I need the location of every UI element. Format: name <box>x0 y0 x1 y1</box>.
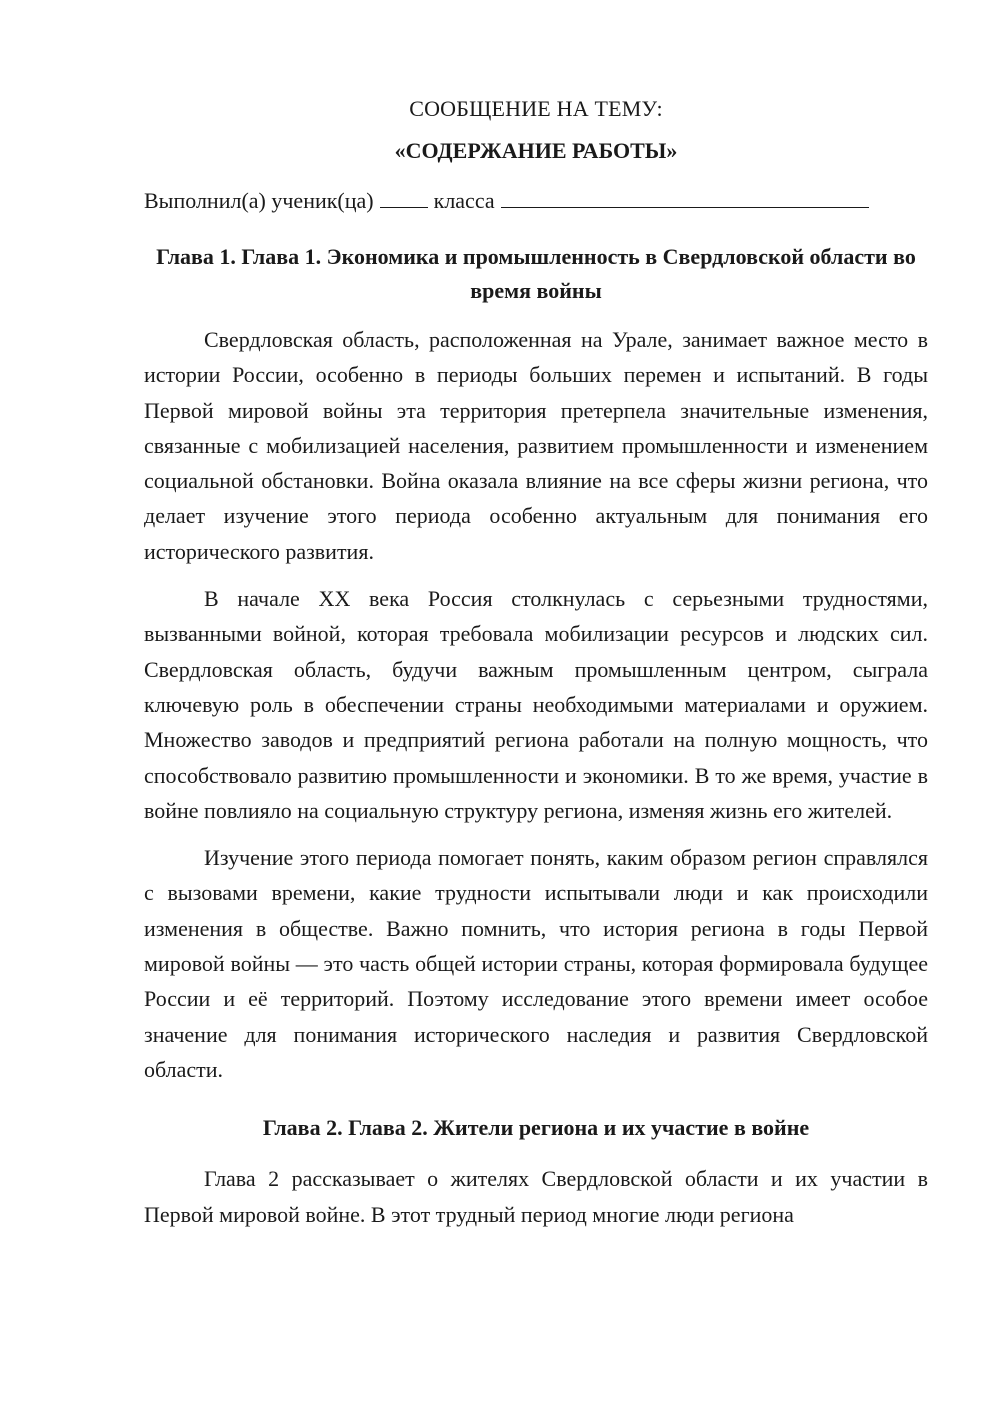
class-blank-field <box>380 185 428 208</box>
chapter-1-paragraph: Изучение этого периода помогает понять, каким образом регион справлялся с вызовами времени, какие трудности испытывали люди и как происходили изменения в обществе. Важно помнить, что история региона в годы Первой мировой войны — это часть общей истории страны, которая формировала будущее России и её территорий. Поэтому исследование этого времени имеет особое значение для понимания исторического наследия и развития Свердловской области. <box>144 845 928 1082</box>
chapter-1-paragraph: В начале XX века Россия столкнулась с серьезными трудностями, вызванными войной, которая требовала мобилизации ресурсов и людских сил. Свердловская область, будучи важным промышленным центром, сыграла ключевую роль в обеспечении страны необходимыми материалами и оружием. Множество заводов и предприятий региона работали на полную мощность, что способствовало развитию промышленности и экономики. В то же время, участие в войне повлияло на социальную структуру региона, изменяя жизнь его жителей. <box>144 586 928 823</box>
chapter-2-paragraph: Глава 2 рассказывает о жителях Свердловской области и их участии в Первой мировой войне. В этот трудный период многие люди региона <box>144 1166 928 1227</box>
document-title: СООБЩЕНИЕ НА ТЕМУ: <box>409 96 663 121</box>
class-label: класса <box>433 188 495 213</box>
chapter-1-heading: Глава 1. Глава 1. Экономика и промышленность в Свердловской области во время войны <box>156 244 916 303</box>
chapter-1-paragraph: Свердловская область, расположенная на Урале, занимает важное место в истории России, особенно в периоды больших перемен и испытаний. В годы Первой мировой войны эта территория претерпела значительные изменения, связанные с мобилизацией населения, развитием промышленности и изменением социальной обстановки. Война оказала влияние на все сферы жизни региона, что делает изучение этого периода особенно актуальным для понимания его исторического развития. <box>144 327 928 564</box>
document-content <box>144 92 928 1232</box>
performed-by-label: Выполнил(а) ученик(ца) <box>144 188 374 213</box>
document-subtitle: «СОДЕРЖАНИЕ РАБОТЫ» <box>394 138 678 163</box>
chapter-2-heading: Глава 2. Глава 2. Жители региона и их участие в войне <box>262 1115 810 1141</box>
author-line <box>144 184 928 218</box>
name-blank-field <box>501 185 869 208</box>
